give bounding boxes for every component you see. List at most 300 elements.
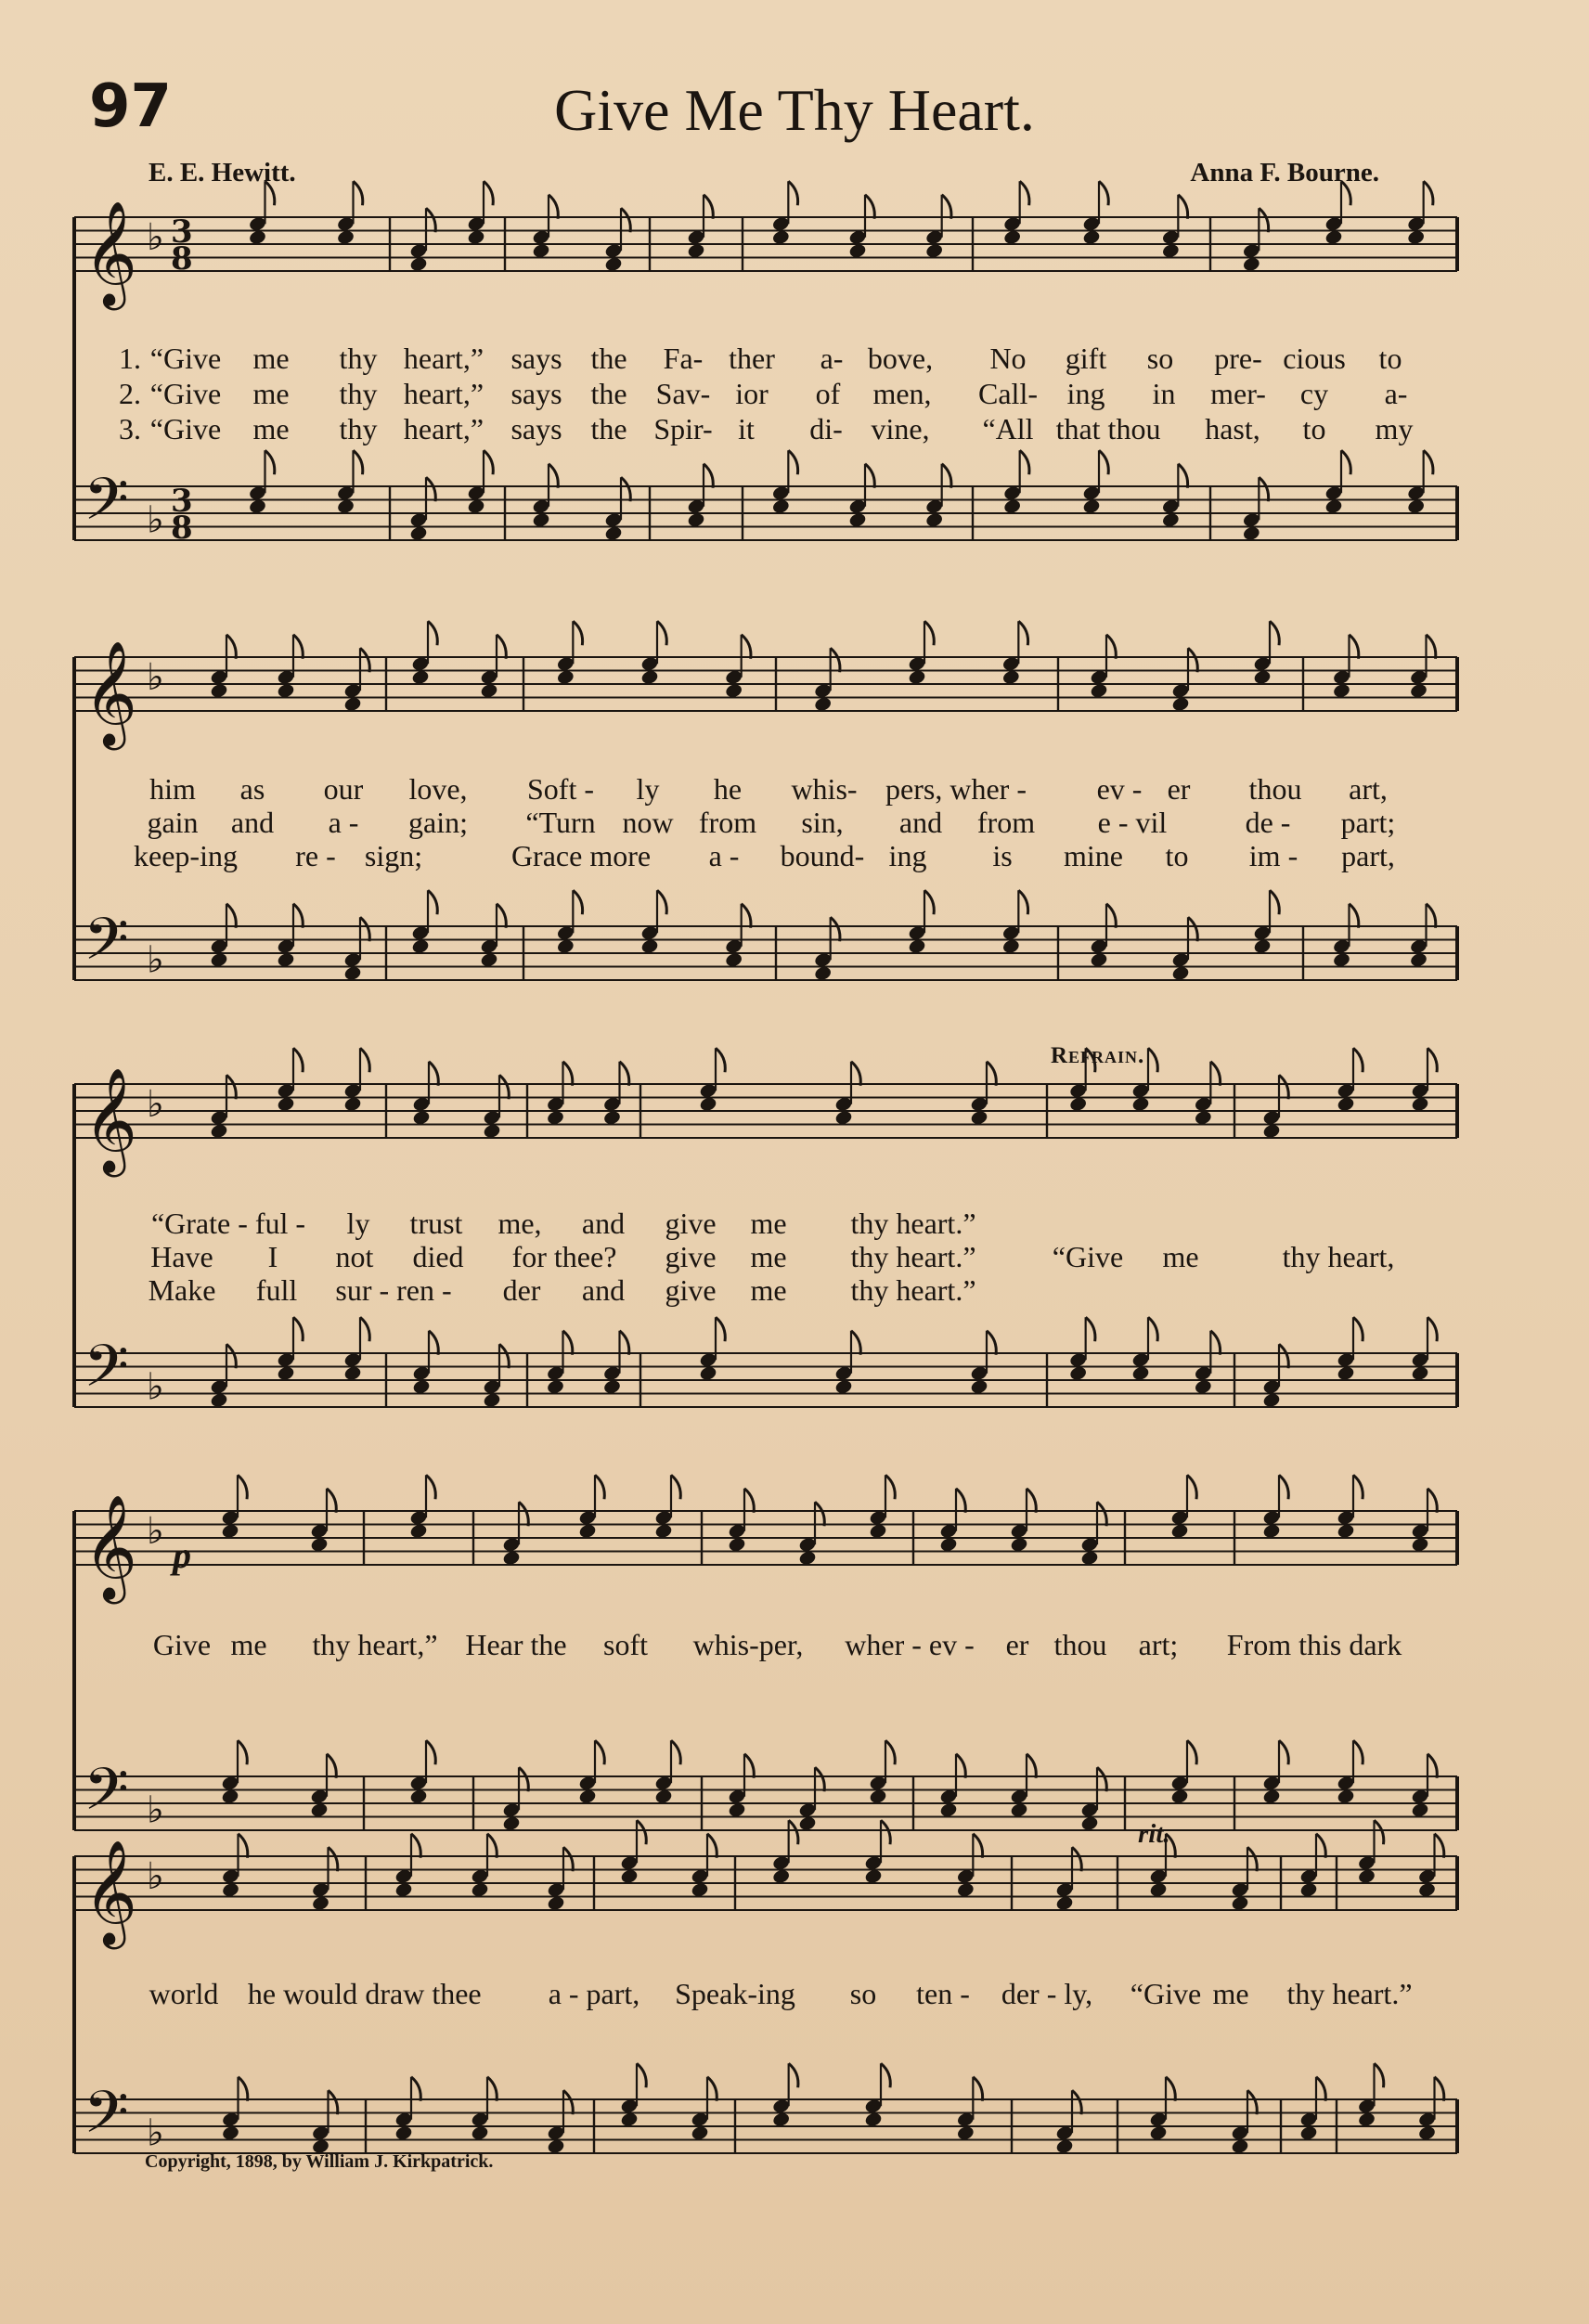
bass-note-flag <box>426 477 435 501</box>
lyric-word: draw thee <box>365 1977 482 2010</box>
bass-note-flag <box>426 1740 435 1764</box>
lyric-word: de - <box>1245 806 1291 839</box>
bass-note-flag <box>789 2063 798 2087</box>
treble-note-flag <box>238 1475 247 1499</box>
treble-clef: 𝄞 <box>84 1494 137 1600</box>
lyric-word: men, <box>872 377 932 410</box>
bass-note-flag <box>973 2077 982 2101</box>
lyric-word: der <box>502 1273 541 1307</box>
lyric-word: “Grate - ful - <box>150 1207 306 1240</box>
key-signature-flat: ♭ <box>147 1510 164 1553</box>
lyric-word: gain; <box>408 806 468 839</box>
key-signature-flat: ♭ <box>147 938 164 982</box>
lyric-word: our <box>323 772 364 806</box>
lyric-word: Give <box>152 1628 212 1661</box>
treble-note-flag <box>484 181 493 205</box>
lyric-word: a- <box>820 342 844 375</box>
lyric-word: the <box>590 377 627 410</box>
bass-note-flag <box>831 917 840 941</box>
bass-note-flag <box>1428 1754 1437 1778</box>
treble-note-flag <box>1188 648 1197 672</box>
bass-note-flag <box>620 1331 629 1355</box>
lyric-word: art; <box>1138 1628 1179 1661</box>
bass-note-flag <box>1435 2077 1444 2101</box>
lyric-word: wher - ev - <box>845 1628 975 1661</box>
lyric-word: ing <box>888 839 927 872</box>
treble-note-flag <box>742 635 751 659</box>
treble-note-flag <box>973 1834 982 1858</box>
treble-note-flag <box>1106 635 1116 659</box>
bass-note-flag <box>1270 890 1279 914</box>
lyric-word: thy <box>339 377 378 410</box>
lyric-word: “Give <box>1052 1240 1124 1273</box>
bass-note-flag <box>1316 2077 1325 2101</box>
bass-note-flag <box>671 1740 680 1764</box>
lyric-word: Speak-ing <box>675 1977 795 2010</box>
treble-note-flag <box>354 181 363 205</box>
lyric-word: a - <box>328 806 359 839</box>
lyric-word: thou <box>1053 1628 1107 1661</box>
lyric-word: me <box>252 342 290 375</box>
lyric-word: says <box>510 377 562 410</box>
lyric-word: give <box>665 1240 717 1273</box>
lyric-word: world <box>149 1977 219 2010</box>
lyric-word: me <box>1162 1240 1199 1273</box>
bass-note-flag <box>1341 450 1350 474</box>
lyric-word: heart,” <box>403 342 484 375</box>
treble-note-flag <box>1020 181 1029 205</box>
bass-note-flag <box>881 2063 890 2087</box>
lyric-word: give <box>665 1273 717 1307</box>
lyric-word: im - <box>1248 839 1298 872</box>
lyric-word: ev - <box>1096 772 1143 806</box>
treble-note-flag <box>1247 1847 1257 1871</box>
lyric-word: gift <box>1065 342 1107 375</box>
lyric-word: a - part, <box>548 1977 640 2010</box>
lyric-word: Hear the <box>465 1628 567 1661</box>
lyric-word: thy <box>339 412 378 445</box>
lyric-word: part, <box>1341 839 1395 872</box>
treble-note-flag <box>329 1847 338 1871</box>
bass-clef: 𝄢 <box>84 464 129 548</box>
lyric-word: love, <box>408 772 468 806</box>
lyric-word: Fa- <box>663 342 704 375</box>
bass-note-flag <box>563 1331 573 1355</box>
treble-note-flag <box>1428 1489 1437 1513</box>
lyric-word: died <box>412 1240 464 1273</box>
lyric-word: says <box>510 342 562 375</box>
treble-note-flag <box>657 621 666 645</box>
treble-note-flag <box>1424 181 1433 205</box>
treble-note-flag <box>987 1062 996 1086</box>
bass-note-flag <box>956 1754 965 1778</box>
lyric-word: “Give <box>149 412 222 445</box>
lyric-word: er <box>1005 1628 1029 1661</box>
bass-note-flag <box>1210 1331 1220 1355</box>
lyric-word: 1. <box>119 342 141 375</box>
treble-note-flag <box>239 1834 248 1858</box>
lyric-word: me <box>750 1240 787 1273</box>
bass-note-flag <box>1188 917 1197 941</box>
treble-note-flag <box>942 195 951 219</box>
treble-note-flag <box>1178 195 1187 219</box>
lyric-word: Make <box>148 1273 216 1307</box>
lyric-word: me <box>230 1628 267 1661</box>
treble-note-flag <box>716 1048 725 1072</box>
lyric-word: “Give <box>149 377 222 410</box>
treble-note-flag <box>1210 1062 1220 1086</box>
lyric-word: Soft - <box>527 772 594 806</box>
treble-note-flag <box>1435 1834 1444 1858</box>
lyric-word: 2. <box>119 377 141 410</box>
treble-note-flag <box>360 648 369 672</box>
bass-clef: 𝄢 <box>84 904 129 988</box>
lyric-word: is <box>992 839 1013 872</box>
bass-note-flag <box>851 1331 860 1355</box>
treble-note-flag <box>956 1489 965 1513</box>
lyric-word: heart,” <box>403 377 484 410</box>
time-signature-bottom: 8 <box>171 240 193 278</box>
treble-note-flag <box>426 1475 435 1499</box>
lyric-word: a - <box>708 839 740 872</box>
treble-note-flag <box>744 1489 754 1513</box>
bass-note-flag <box>742 904 751 928</box>
lyric-word: hast, <box>1205 412 1260 445</box>
bass-note-flag <box>704 464 713 488</box>
lyric-word: 3. <box>119 412 141 445</box>
bass-note-flag <box>815 1767 824 1791</box>
key-signature-flat: ♭ <box>147 1788 164 1832</box>
treble-note-flag <box>497 635 506 659</box>
treble-clef: 𝄞 <box>84 1067 137 1173</box>
treble-note-flag <box>293 1048 303 1072</box>
treble-note-flag <box>671 1475 680 1499</box>
treble-note-flag <box>789 1820 798 1844</box>
treble-note-flag <box>1099 181 1108 205</box>
lyric-word: me <box>252 412 290 445</box>
treble-note-flag <box>265 181 275 205</box>
lyric-word: ther <box>729 342 775 375</box>
bass-note-flag <box>637 2063 646 2087</box>
bass-note-flag <box>1148 1317 1157 1341</box>
bass-note-flag <box>1018 890 1027 914</box>
bass-clef: 𝄢 <box>84 1331 129 1414</box>
bass-note-flag <box>293 904 303 928</box>
treble-note-flag <box>595 1475 604 1499</box>
lyric-word: “Turn <box>525 806 596 839</box>
lyric-word: re - <box>295 839 336 872</box>
lyric-word: heart,” <box>403 412 484 445</box>
treble-note-flag <box>865 195 874 219</box>
treble-note-flag <box>851 1062 860 1086</box>
bass-note-flag <box>1424 450 1433 474</box>
lyric-word: thy heart.” <box>850 1207 976 1240</box>
lyric-word: so <box>1146 342 1174 375</box>
bass-note-flag <box>924 890 934 914</box>
bass-note-flag <box>1099 450 1108 474</box>
bass-note-flag <box>499 1344 509 1368</box>
treble-note-flag <box>226 635 236 659</box>
bass-note-flag <box>987 1331 996 1355</box>
bass-note-flag <box>327 1754 336 1778</box>
lyric-word: thy <box>339 342 378 375</box>
treble-note-flag <box>573 621 582 645</box>
lyric-word: I <box>267 1240 278 1273</box>
lyric-word: sin, <box>801 806 844 839</box>
lyric-word: e - vil <box>1097 806 1168 839</box>
time-signature-top: 3 <box>171 213 193 251</box>
treble-note-flag <box>621 208 630 232</box>
lyric-word: me <box>750 1207 787 1240</box>
lyric-word: part; <box>1340 806 1396 839</box>
lyric-word: ior <box>735 377 769 410</box>
bass-note-flag <box>1259 477 1268 501</box>
bass-note-flag <box>621 477 630 501</box>
treble-note-flag <box>563 1062 573 1086</box>
bass-note-flag <box>265 450 275 474</box>
treble-note-flag <box>293 635 303 659</box>
lyric-word: keep-ing <box>134 839 238 872</box>
hymn-number: 97 <box>89 72 173 141</box>
treble-note-flag <box>327 1489 336 1513</box>
lyricist-credit: E. E. Hewitt. <box>149 158 296 187</box>
key-signature-flat: ♭ <box>147 1083 164 1126</box>
bass-note-flag <box>360 917 369 941</box>
lyric-word: bove, <box>867 342 934 375</box>
treble-note-flag <box>1279 1075 1288 1099</box>
lyric-word: pers, wher - <box>885 772 1027 806</box>
key-signature-flat: ♭ <box>147 1365 164 1409</box>
treble-note-flag <box>428 621 437 645</box>
lyric-word: whis- <box>791 772 858 806</box>
bass-note-flag <box>1428 1317 1437 1341</box>
treble-note-flag <box>360 1048 369 1072</box>
lyric-word: it <box>738 412 755 445</box>
bass-note-flag <box>238 1740 247 1764</box>
treble-note-flag <box>1279 1475 1288 1499</box>
treble-note-flag <box>1148 1048 1157 1072</box>
bass-note-flag <box>595 1740 604 1764</box>
treble-note-flag <box>1353 1048 1363 1072</box>
lyric-word: art, <box>1349 772 1388 806</box>
lyric-word: to <box>1165 839 1189 872</box>
treble-note-flag <box>1270 621 1279 645</box>
treble-note-flag <box>1097 1502 1106 1526</box>
bass-note-flag <box>942 464 951 488</box>
lyric-word: vine, <box>871 412 930 445</box>
lyric-word: No <box>989 342 1027 375</box>
bass-note-flag <box>1086 1317 1095 1341</box>
key-signature-flat: ♭ <box>147 656 164 699</box>
bass-note-flag <box>519 1767 528 1791</box>
lyric-word: trust <box>409 1207 463 1240</box>
composer-credit: Anna F. Bourne. <box>1190 158 1379 187</box>
lyric-word: me <box>750 1273 787 1307</box>
lyric-word: and <box>581 1207 626 1240</box>
treble-note-flag <box>1428 1048 1437 1072</box>
lyric-word: cious <box>1283 342 1346 375</box>
treble-note-flag <box>831 648 840 672</box>
bass-note-flag <box>411 2077 420 2101</box>
lyric-word: and <box>230 806 275 839</box>
bass-note-flag <box>563 2090 573 2114</box>
lyric-word: Grace more <box>510 839 652 872</box>
lyric-word: full <box>255 1273 298 1307</box>
lyric-word: mer- <box>1210 377 1266 410</box>
lyric-word: pre- <box>1214 342 1262 375</box>
bass-note-flag <box>1279 1344 1288 1368</box>
ritardando-mark: rit. <box>1138 1819 1170 1849</box>
lyric-word: him <box>149 772 196 806</box>
bass-note-flag <box>360 1317 369 1341</box>
bass-clef: 𝄢 <box>84 1754 129 1838</box>
lyric-word: sur - ren - <box>335 1273 452 1307</box>
lyric-word: the <box>590 412 627 445</box>
bass-note-flag <box>497 904 506 928</box>
bass-note-flag <box>573 890 582 914</box>
bass-note-flag <box>1350 904 1359 928</box>
lyric-word: mine <box>1064 839 1123 872</box>
bass-note-flag <box>429 1331 438 1355</box>
lyric-word: and <box>898 806 943 839</box>
lyric-word: ten - <box>916 1977 970 2010</box>
treble-note-flag <box>620 1062 629 1086</box>
lyric-word: and <box>581 1273 626 1307</box>
lyric-word: “Give <box>1130 1977 1202 2010</box>
treble-note-flag <box>881 1820 890 1844</box>
bass-note-flag <box>1166 2077 1175 2101</box>
lyric-word: “All <box>982 412 1034 445</box>
bass-note-flag <box>885 1740 895 1764</box>
key-signature-flat: ♭ <box>147 498 164 542</box>
treble-note-flag <box>1353 1475 1363 1499</box>
bass-note-flag <box>1097 1767 1106 1791</box>
lyric-word: for thee? <box>511 1240 617 1273</box>
lyric-word: as <box>239 772 265 806</box>
treble-note-flag <box>637 1820 646 1844</box>
bass-note-flag <box>1027 1754 1036 1778</box>
bass-note-flag <box>226 1344 236 1368</box>
lyric-word: thy heart.” <box>1286 1977 1413 2010</box>
treble-note-flag <box>924 621 934 645</box>
lyric-word: thou <box>1248 772 1302 806</box>
lyric-word: give <box>665 1207 717 1240</box>
lyric-word: From this dark <box>1226 1628 1402 1661</box>
treble-note-flag <box>1375 1820 1384 1844</box>
bass-note-flag <box>329 2090 338 2114</box>
key-signature-flat: ♭ <box>147 2111 164 2155</box>
bass-note-flag <box>549 464 558 488</box>
bass-note-flag <box>293 1317 303 1341</box>
treble-note-flag <box>815 1502 824 1526</box>
key-signature-flat: ♭ <box>147 216 164 259</box>
treble-note-flag <box>704 195 713 219</box>
treble-note-flag <box>707 1834 717 1858</box>
treble-note-flag <box>1072 1847 1081 1871</box>
treble-note-flag <box>426 208 435 232</box>
treble-note-flag <box>519 1502 528 1526</box>
lyric-word: Call- <box>978 377 1038 410</box>
treble-note-flag <box>411 1834 420 1858</box>
lyric-word: in <box>1152 377 1176 410</box>
treble-note-flag <box>1018 621 1027 645</box>
lyric-word: says <box>510 412 562 445</box>
bass-note-flag <box>1072 2090 1081 2114</box>
key-signature-flat: ♭ <box>147 1855 164 1898</box>
lyric-word: thy heart.” <box>850 1273 976 1307</box>
treble-note-flag <box>1427 635 1436 659</box>
bass-note-flag <box>1106 904 1116 928</box>
treble-note-flag <box>885 1475 895 1499</box>
bass-note-flag <box>744 1754 754 1778</box>
bass-note-flag <box>1375 2063 1384 2087</box>
lyric-word: cy <box>1299 377 1329 410</box>
bass-note-flag <box>226 904 236 928</box>
time-signature-bottom: 8 <box>171 510 193 547</box>
dynamic-piano-mark: p <box>173 1534 191 1576</box>
bass-note-flag <box>1353 1740 1363 1764</box>
bass-note-flag <box>354 450 363 474</box>
lyric-word: he <box>713 772 743 806</box>
treble-note-flag <box>1027 1489 1036 1513</box>
bass-note-flag <box>428 890 437 914</box>
lyric-word: from <box>976 806 1036 839</box>
lyric-word: to <box>1378 342 1402 375</box>
bass-note-flag <box>1020 450 1029 474</box>
lyric-word: thy heart.” <box>850 1240 976 1273</box>
bass-note-flag <box>657 890 666 914</box>
lyric-word: to <box>1302 412 1326 445</box>
lyric-word: that thou <box>1055 412 1161 445</box>
bass-note-flag <box>1178 464 1187 488</box>
bass-note-flag <box>1279 1740 1288 1764</box>
lyric-word: bound- <box>780 839 865 872</box>
lyric-word: ly <box>636 772 660 806</box>
bass-note-flag <box>1353 1317 1363 1341</box>
treble-note-flag <box>487 1834 497 1858</box>
time-signature-top: 3 <box>171 483 193 520</box>
bass-note-flag <box>487 2077 497 2101</box>
lyric-word: er <box>1167 772 1191 806</box>
lyric-word: Have <box>150 1240 213 1273</box>
treble-note-flag <box>499 1075 509 1099</box>
lyric-word: di- <box>809 412 843 445</box>
treble-note-flag <box>788 181 797 205</box>
treble-clef: 𝄞 <box>84 200 137 306</box>
lyric-word: sign; <box>364 839 423 872</box>
lyric-word: ly <box>346 1207 370 1240</box>
treble-note-flag <box>226 1075 236 1099</box>
treble-clef: 𝄞 <box>84 640 137 746</box>
lyric-word: so <box>849 1977 877 2010</box>
lyric-word: whis-per, <box>692 1628 804 1661</box>
treble-note-flag <box>1341 181 1350 205</box>
lyric-word: ing <box>1066 377 1105 410</box>
treble-note-flag <box>563 1847 573 1871</box>
lyric-word: a- <box>1384 377 1408 410</box>
lyric-word: thy heart,” <box>312 1628 438 1661</box>
lyric-word: now <box>622 806 674 839</box>
bass-note-flag <box>1187 1740 1196 1764</box>
lyric-word: gain <box>147 806 199 839</box>
treble-note-flag <box>549 195 558 219</box>
treble-note-flag <box>1187 1475 1196 1499</box>
bass-note-flag <box>239 2077 248 2101</box>
lyric-word: me <box>1212 1977 1249 2010</box>
lyric-word: “Give <box>149 342 222 375</box>
lyric-word: of <box>815 377 841 410</box>
bass-note-flag <box>865 464 874 488</box>
